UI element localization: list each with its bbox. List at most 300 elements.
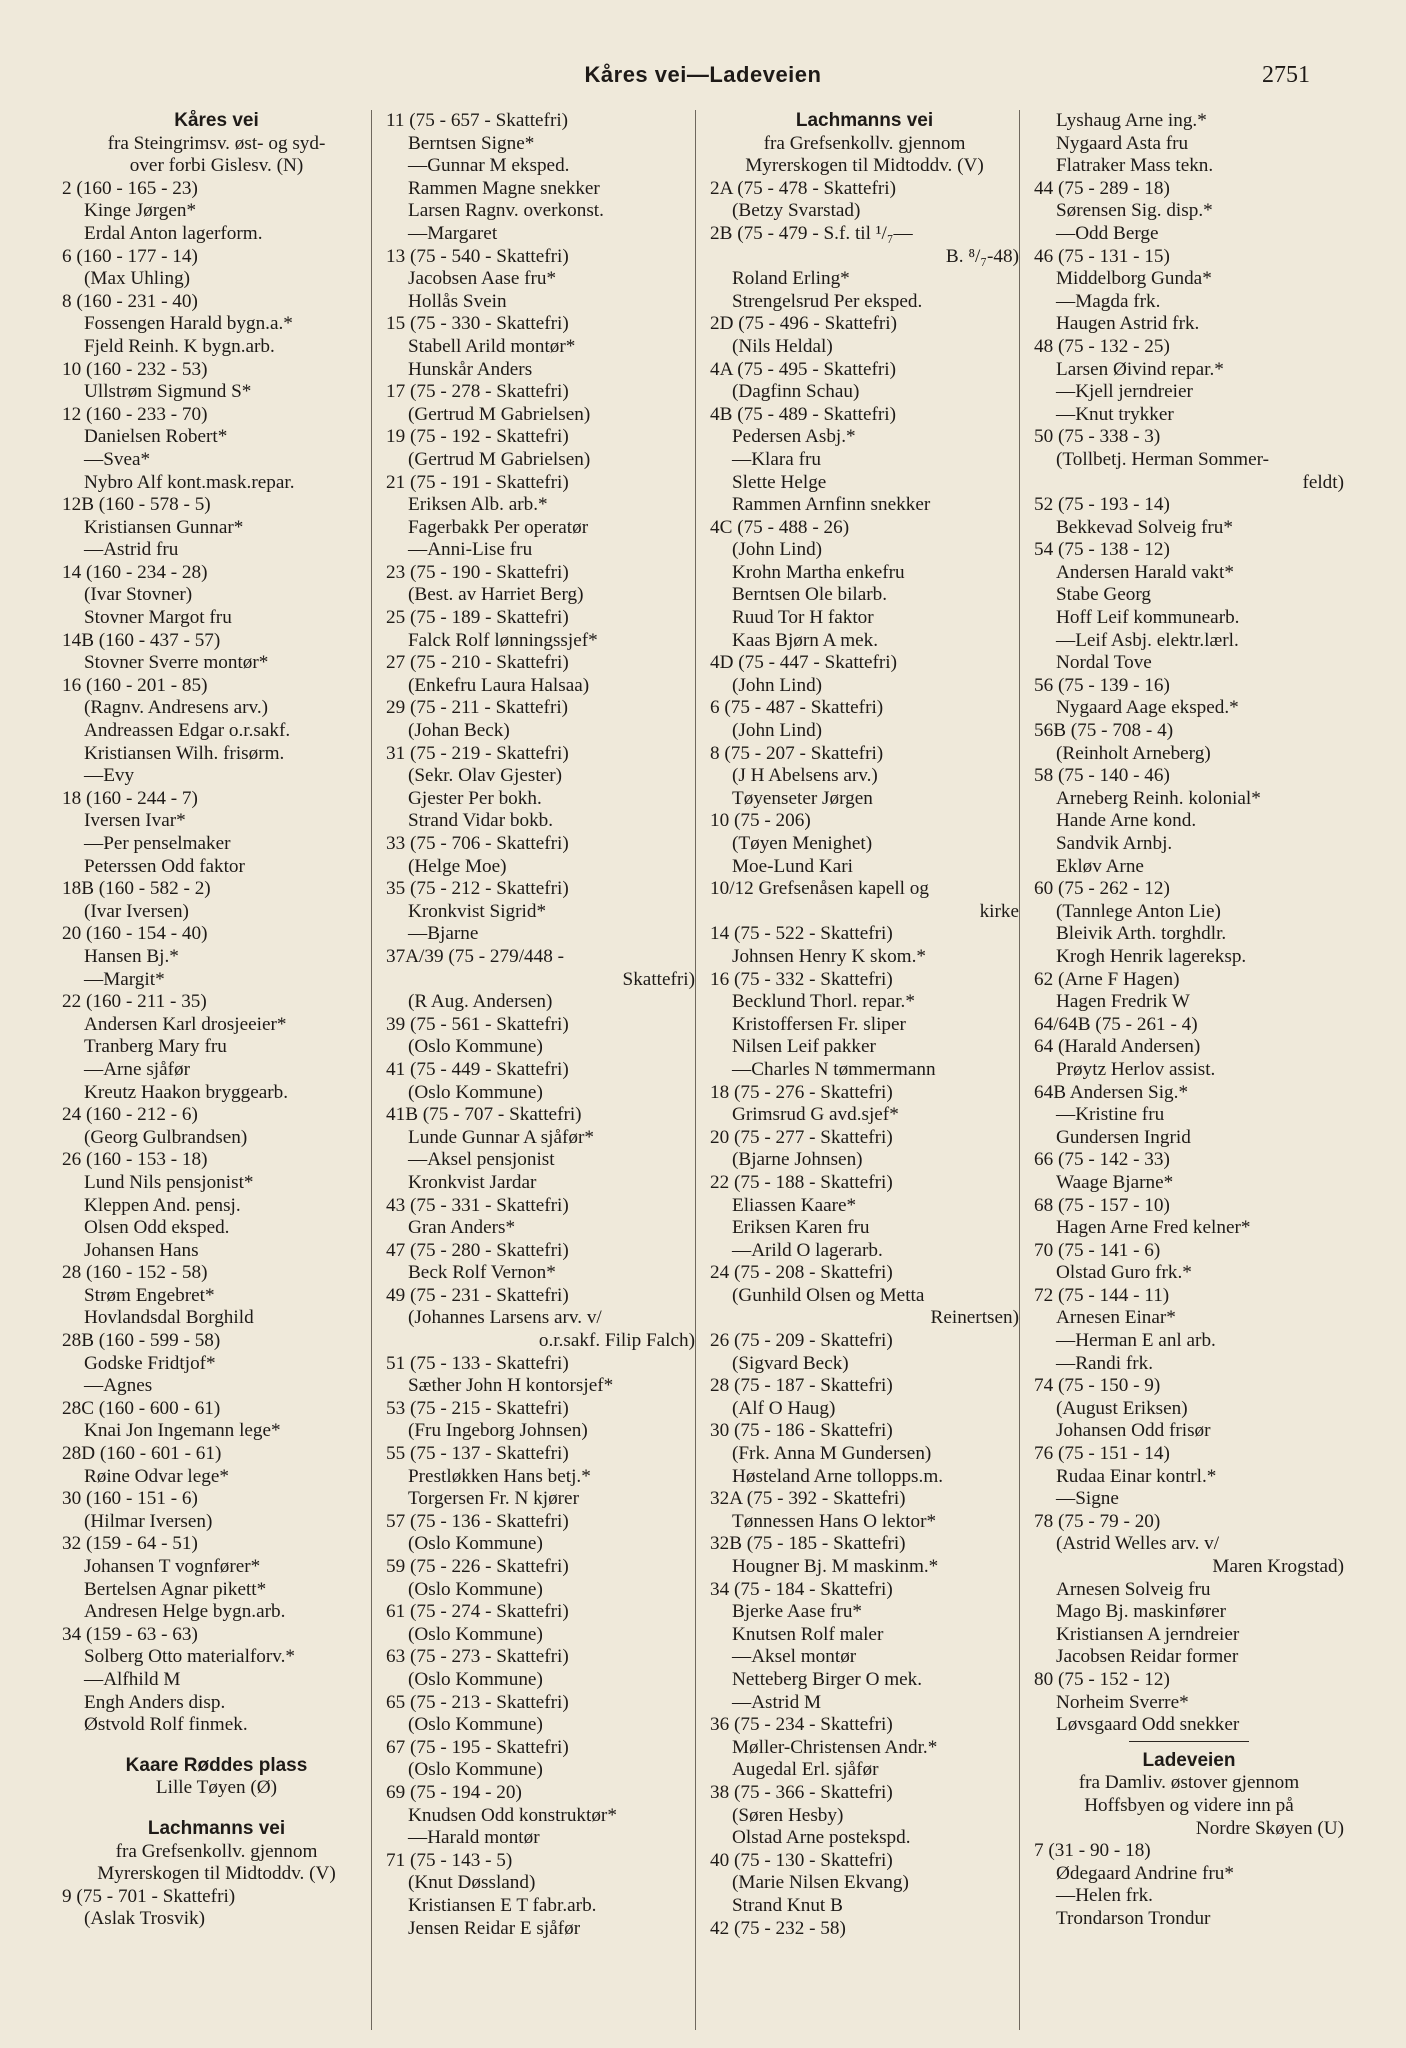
- directory-line: 74 (75 - 150 - 9): [1034, 1375, 1161, 1397]
- directory-line: Arnesen Solveig fru: [1056, 1578, 1211, 1600]
- directory-line: Bjerke Aase fru*: [732, 1601, 863, 1623]
- directory-line: Engh Anders disp.: [84, 1691, 226, 1713]
- directory-line: Roland Erling*: [732, 268, 850, 290]
- directory-line: Ruud Tor H faktor: [732, 607, 874, 629]
- directory-line: Lund Nils pensjonist*: [84, 1171, 254, 1193]
- directory-line: (Knut Døssland): [408, 1872, 536, 1894]
- directory-line: Waage Bjarne*: [1056, 1171, 1174, 1193]
- directory-line: Augedal Erl. sjåfør: [732, 1759, 879, 1781]
- directory-line: (Ragnv. Andresens arv.): [84, 697, 269, 719]
- directory-line: Johansen Odd frisør: [1056, 1420, 1211, 1442]
- directory-line: 34 (75 - 184 - Skattefri): [710, 1578, 893, 1600]
- directory-line: 23 (75 - 190 - Skattefri): [386, 561, 569, 583]
- directory-line: (Gertrud M Gabrielsen): [408, 403, 591, 425]
- directory-line: 30 (160 - 151 - 6): [62, 1488, 198, 1510]
- directory-line: Trondarson Trondur: [1056, 1907, 1211, 1929]
- directory-line: 32 (159 - 64 - 51): [62, 1533, 198, 1555]
- directory-line: 4A (75 - 495 - Skattefri): [710, 358, 896, 380]
- directory-line: 8 (75 - 207 - Skattefri): [710, 742, 884, 764]
- directory-line: 47 (75 - 280 - Skattefri): [386, 1239, 569, 1261]
- directory-line: Sørensen Sig. disp.*: [1056, 200, 1213, 222]
- directory-line: Flatraker Mass tekn.: [1056, 155, 1214, 177]
- directory-line: Ødegaard Andrine fru*: [1056, 1862, 1234, 1884]
- directory-line: —Arne sjåfør: [84, 1058, 191, 1080]
- directory-line: Skattefri): [622, 968, 695, 990]
- directory-line: 34 (159 - 63 - 63): [62, 1623, 198, 1645]
- directory-line: Kristiansen Wilh. frisørm.: [84, 742, 285, 764]
- directory-line: Østvold Rolf finmek.: [84, 1714, 248, 1736]
- directory-line: Kristiansen E T fabr.arb.: [408, 1894, 597, 1916]
- directory-columns: [62, 110, 1352, 2030]
- directory-line: 30 (75 - 186 - Skattefri): [710, 1420, 893, 1442]
- directory-line: Gjester Per bokh.: [408, 787, 542, 809]
- directory-line: Stovner Sverre montør*: [84, 652, 269, 674]
- directory-line: 14 (160 - 234 - 28): [62, 561, 208, 583]
- directory-line: Ekløv Arne: [1056, 855, 1144, 877]
- directory-line: 18 (75 - 276 - Skattefri): [710, 1081, 893, 1103]
- directory-line: Tranberg Mary fru: [84, 1036, 227, 1058]
- directory-line: Arneberg Reinh. kolonial*: [1056, 787, 1261, 809]
- directory-line: Lille Tøyen (Ø): [155, 1777, 278, 1799]
- directory-line: 13 (75 - 540 - Skattefri): [386, 245, 569, 267]
- directory-line: Olsen Odd eksped.: [84, 1217, 230, 1239]
- directory-line: 12 (160 - 233 - 70): [62, 403, 208, 425]
- directory-line: Nybro Alf kont.mask.repar.: [84, 471, 295, 493]
- directory-line: Kleppen And. pensj.: [84, 1194, 241, 1216]
- directory-line: Hande Arne kond.: [1056, 810, 1197, 832]
- directory-line: (Tollbetj. Herman Sommer-: [1056, 448, 1270, 470]
- directory-line: Sæther John H kontorsjef*: [408, 1375, 614, 1397]
- directory-line: Hoffsbyen og videre inn på: [1084, 1794, 1294, 1816]
- directory-line: (R Aug. Andersen): [408, 991, 553, 1013]
- directory-line: 48 (75 - 132 - 25): [1034, 335, 1170, 357]
- directory-line: Stovner Margot fru: [84, 607, 232, 629]
- directory-line: 17 (75 - 278 - Skattefri): [386, 381, 569, 403]
- directory-line: Kaas Bjørn A mek.: [732, 629, 879, 651]
- directory-line: 56 (75 - 139 - 16): [1034, 674, 1170, 696]
- directory-line: Peterssen Odd faktor: [84, 855, 245, 877]
- directory-line: 21 (75 - 191 - Skattefri): [386, 471, 569, 493]
- directory-line: (Georg Gulbrandsen): [84, 1126, 248, 1148]
- directory-line: —Klara fru: [732, 448, 821, 470]
- directory-line: Løvsgaard Odd snekker: [1056, 1714, 1240, 1736]
- directory-line: 4C (75 - 488 - 26): [710, 516, 850, 538]
- directory-line: 16 (160 - 201 - 85): [62, 674, 208, 696]
- directory-line: (Dagfinn Schau): [732, 381, 860, 403]
- directory-line: Falck Rolf lønningssjef*: [408, 629, 598, 651]
- directory-line: Larsen Ragnv. overkonst.: [408, 200, 604, 222]
- directory-line: 27 (75 - 210 - Skattefri): [386, 652, 569, 674]
- directory-line: 4B (75 - 489 - Skattefri): [710, 403, 896, 425]
- directory-line: 68 (75 - 157 - 10): [1034, 1194, 1170, 1216]
- directory-line: 64B Andersen Sig.*: [1034, 1081, 1189, 1103]
- directory-line: (Helge Moe): [408, 855, 507, 877]
- directory-line: —Evy: [84, 765, 135, 787]
- directory-line: 51 (75 - 133 - Skattefri): [386, 1352, 569, 1374]
- directory-line: fra Steingrimsv. øst- og syd-: [107, 132, 326, 154]
- directory-line: 28D (160 - 601 - 61): [62, 1443, 222, 1465]
- directory-line: Kronkvist Jardar: [408, 1171, 537, 1193]
- directory-line: —Gunnar M eksped.: [408, 155, 570, 177]
- directory-line: 28B (160 - 599 - 58): [62, 1330, 221, 1352]
- directory-line: Johansen Hans: [84, 1239, 199, 1261]
- directory-line: Hougner Bj. M maskinm.*: [732, 1556, 939, 1577]
- directory-line: (Tøyen Menighet): [732, 833, 873, 854]
- directory-line: (Hilmar Iversen): [84, 1510, 213, 1532]
- directory-line: 12B (160 - 578 - 5): [62, 494, 211, 516]
- directory-line: 72 (75 - 144 - 11): [1034, 1284, 1170, 1306]
- directory-line: 80 (75 - 152 - 12): [1034, 1668, 1170, 1690]
- directory-line: (Nils Heldal): [732, 335, 833, 357]
- directory-line: (Marie Nilsen Ekvang): [732, 1872, 909, 1894]
- directory-line: 64/64B (75 - 261 - 4): [1034, 1013, 1198, 1035]
- directory-line: Kristoffersen Fr. sliper: [732, 1013, 906, 1035]
- directory-line: (Enkefru Laura Halsaa): [408, 674, 590, 696]
- directory-line: —Arild O lagerarb.: [732, 1239, 883, 1261]
- directory-line: Bleivik Arth. torghdlr.: [1056, 923, 1227, 945]
- directory-line: Strand Vidar bokb.: [408, 810, 554, 832]
- directory-line: B. ⁸/₇-48): [945, 245, 1019, 267]
- directory-line: Fagerbakk Per operatør: [408, 516, 589, 538]
- directory-line: Andresen Helge bygn.arb.: [84, 1601, 286, 1623]
- directory-line: 52 (75 - 193 - 14): [1034, 494, 1170, 516]
- directory-line: (Reinholt Arneberg): [1056, 742, 1211, 764]
- directory-line: Maren Krogstad): [1212, 1556, 1344, 1577]
- directory-line: 43 (75 - 331 - Skattefri): [386, 1194, 569, 1216]
- directory-line: Kristiansen A jerndreier: [1056, 1623, 1240, 1645]
- directory-line: Strand Knut B: [732, 1894, 843, 1916]
- directory-line: 32B (75 - 185 - Skattefri): [710, 1533, 906, 1555]
- directory-line: (John Lind): [732, 720, 823, 742]
- directory-line: Rudaa Einar kontrl.*: [1056, 1465, 1217, 1487]
- column-2: [386, 110, 696, 2030]
- directory-line: 22 (160 - 211 - 35): [62, 991, 207, 1013]
- directory-line: Stabell Arild montør*: [408, 335, 576, 357]
- directory-line: Slette Helge: [732, 471, 827, 493]
- directory-line: 10/12 Grefsenåsen kapell og: [710, 878, 929, 900]
- directory-line: Haugen Astrid frk.: [1056, 313, 1200, 335]
- directory-line: 2A (75 - 478 - Skattefri): [710, 177, 896, 199]
- directory-line: 36 (75 - 234 - Skattefri): [710, 1714, 893, 1736]
- column-3: [710, 110, 1020, 2030]
- directory-line: Grimsrud G avd.sjef*: [732, 1104, 899, 1126]
- directory-line: 69 (75 - 194 - 20): [386, 1781, 522, 1803]
- directory-line: Solberg Otto materialforv.*: [84, 1646, 296, 1668]
- directory-line: (Oslo Kommune): [408, 1668, 543, 1690]
- directory-line: Rammen Arnfinn snekker: [732, 494, 931, 516]
- directory-line: (Oslo Kommune): [408, 1759, 543, 1781]
- column-1: [62, 110, 372, 2030]
- directory-line: 49 (75 - 231 - Skattefri): [386, 1284, 569, 1306]
- directory-line: Ullstrøm Sigmund S*: [84, 381, 252, 403]
- page-number: 2751: [1262, 62, 1310, 88]
- directory-line: Hoff Leif kommunearb.: [1056, 607, 1240, 629]
- directory-line: —Odd Berge: [1056, 222, 1159, 244]
- directory-line: (Johan Beck): [408, 720, 510, 742]
- directory-line: Nordre Skøyen (U): [1195, 1817, 1344, 1839]
- directory-line: Andersen Karl drosjeeier*: [84, 1013, 287, 1035]
- directory-line: Hunskår Anders: [408, 358, 533, 380]
- section-divider: [1129, 1741, 1249, 1742]
- directory-line: o.r.sakf. Filip Falch): [538, 1330, 695, 1352]
- directory-line: 19 (75 - 192 - Skattefri): [386, 426, 569, 448]
- directory-line: over forbi Gislesv. (N): [129, 155, 304, 177]
- directory-line: 59 (75 - 226 - Skattefri): [386, 1556, 569, 1577]
- directory-line: (Tannlege Anton Lie): [1056, 900, 1221, 922]
- directory-line: Kristiansen Gunnar*: [84, 516, 244, 538]
- directory-line: 64 (Harald Andersen): [1034, 1036, 1201, 1058]
- directory-line: Danielsen Robert*: [84, 426, 228, 448]
- directory-line: 18B (160 - 582 - 2): [62, 878, 211, 900]
- directory-line: 58 (75 - 140 - 46): [1034, 765, 1170, 787]
- directory-line: Strøm Engebret*: [84, 1284, 215, 1306]
- directory-line: 25 (75 - 189 - Skattefri): [386, 607, 569, 629]
- directory-line: (Oslo Kommune): [408, 1714, 543, 1736]
- directory-line: 76 (75 - 151 - 14): [1034, 1443, 1170, 1465]
- directory-line: Nilsen Leif pakker: [732, 1036, 876, 1058]
- directory-line: 71 (75 - 143 - 5): [386, 1849, 513, 1871]
- directory-line: (Alf O Haug): [732, 1397, 836, 1419]
- directory-line: 50 (75 - 338 - 3): [1034, 426, 1161, 448]
- directory-line: 7 (31 - 90 - 18): [1034, 1840, 1151, 1862]
- directory-line: (Søren Hesby): [732, 1804, 844, 1826]
- directory-line: (Sigvard Beck): [732, 1352, 849, 1374]
- directory-line: Johnsen Henry K skom.*: [732, 945, 926, 967]
- directory-line: Erdal Anton lagerform.: [84, 222, 263, 244]
- directory-line: 2D (75 - 496 - Skattefri): [710, 313, 898, 335]
- directory-line: Hagen Arne Fred kelner*: [1056, 1217, 1251, 1239]
- directory-line: Jacobsen Aase fru*: [408, 268, 557, 290]
- directory-line: 14 (75 - 522 - Skattefri): [710, 923, 893, 945]
- directory-line: Berntsen Signe*: [408, 132, 535, 154]
- directory-line: 60 (75 - 262 - 12): [1034, 878, 1170, 900]
- directory-line: 44 (75 - 289 - 18): [1034, 177, 1170, 199]
- directory-line: 66 (75 - 142 - 33): [1034, 1149, 1170, 1171]
- directory-line: —Bjarne: [408, 923, 479, 945]
- directory-line: fra Grefsenkollv. gjennom: [763, 132, 966, 154]
- directory-line: 31 (75 - 219 - Skattefri): [386, 742, 569, 764]
- directory-line: 10 (160 - 232 - 53): [62, 358, 208, 380]
- directory-line: 70 (75 - 141 - 6): [1034, 1239, 1161, 1261]
- directory-line: 26 (75 - 209 - Skattefri): [710, 1330, 893, 1352]
- directory-line: 2B (75 - 479 - S.f. til ¹/₇—: [710, 222, 913, 244]
- directory-line: 57 (75 - 136 - Skattefri): [386, 1510, 569, 1532]
- directory-line: Hollås Svein: [408, 290, 507, 312]
- directory-line: Kronkvist Sigrid*: [408, 900, 547, 922]
- directory-line: Myrerskogen til Midtoddv. (V): [97, 1863, 336, 1885]
- directory-line: 29 (75 - 211 - Skattefri): [386, 697, 569, 719]
- directory-line: Tøyenseter Jørgen: [732, 787, 873, 809]
- directory-line: Prøytz Herlov assist.: [1056, 1058, 1216, 1080]
- directory-line: (Bjarne Johnsen): [732, 1149, 863, 1171]
- directory-line: 33 (75 - 706 - Skattefri): [386, 833, 569, 854]
- directory-line: (Astrid Welles arv. v/: [1056, 1533, 1220, 1555]
- directory-line: Godske Fridtjof*: [84, 1352, 216, 1374]
- directory-line: (Johannes Larsens arv. v/: [408, 1307, 602, 1329]
- directory-line: Kreutz Haakon bryggearb.: [84, 1081, 289, 1103]
- directory-line: Gran Anders*: [408, 1217, 516, 1239]
- directory-line: Hagen Fredrik W: [1056, 991, 1190, 1013]
- directory-line: 37A/39 (75 - 279/448 -: [386, 945, 564, 967]
- directory-line: Knutsen Rolf maler: [732, 1623, 884, 1645]
- directory-line: 15 (75 - 330 - Skattefri): [386, 313, 569, 335]
- directory-line: 18 (160 - 244 - 7): [62, 787, 198, 809]
- directory-line: —Aksel pensjonist: [408, 1149, 555, 1171]
- directory-line: —Astrid M: [732, 1691, 822, 1713]
- directory-line: —Helen frk.: [1056, 1885, 1153, 1907]
- directory-line: 56B (75 - 708 - 4): [1034, 720, 1174, 742]
- directory-line: 26 (160 - 153 - 18): [62, 1149, 208, 1171]
- directory-line: 63 (75 - 273 - Skattefri): [386, 1646, 569, 1668]
- directory-line: Andreassen Edgar o.r.sakf.: [84, 720, 291, 742]
- directory-line: Reinertsen): [930, 1307, 1019, 1329]
- directory-line: 62 (Arne F Hagen): [1034, 968, 1180, 990]
- directory-line: fra Grefsenkollv. gjennom: [115, 1840, 318, 1862]
- directory-line: Knudsen Odd konstruktør*: [408, 1804, 617, 1826]
- directory-line: Hansen Bj.*: [84, 945, 179, 967]
- column-4: [1034, 110, 1344, 2030]
- directory-line: Lyshaug Arne ing.*: [1056, 110, 1207, 131]
- directory-line: 11 (75 - 657 - Skattefri): [386, 110, 569, 131]
- directory-line: —Aksel montør: [732, 1646, 857, 1668]
- street-heading: Kaare Røddes plass: [125, 1754, 308, 1776]
- directory-line: Norheim Sverre*: [1056, 1691, 1189, 1713]
- directory-line: Fjeld Reinh. K bygn.arb.: [84, 335, 275, 357]
- directory-line: (Oslo Kommune): [408, 1623, 543, 1645]
- directory-line: 32A (75 - 392 - Skattefri): [710, 1488, 906, 1510]
- street-heading: Ladeveien: [1142, 1749, 1236, 1771]
- directory-line: —Anni-Lise fru: [408, 539, 533, 561]
- directory-line: 61 (75 - 274 - Skattefri): [386, 1601, 569, 1623]
- directory-line: Iversen Ivar*: [84, 810, 186, 832]
- directory-line: Jensen Reidar E sjåfør: [408, 1917, 581, 1939]
- directory-line: (Best. av Harriet Berg): [408, 584, 584, 606]
- directory-line: Kinge Jørgen*: [84, 200, 197, 222]
- directory-line: Andersen Harald vakt*: [1056, 561, 1234, 583]
- directory-line: (Max Uhling): [84, 268, 191, 290]
- directory-line: Olstad Guro frk.*: [1056, 1262, 1192, 1284]
- directory-line: Johansen T vognfører*: [84, 1556, 261, 1577]
- directory-line: (Ivar Stovner): [84, 584, 193, 606]
- directory-line: Torgersen Fr. N kjører: [408, 1488, 579, 1510]
- directory-line: —Knut trykker: [1056, 403, 1174, 425]
- directory-line: (Sekr. Olav Gjester): [408, 765, 562, 787]
- directory-line: 9 (75 - 701 - Skattefri): [62, 1885, 236, 1907]
- directory-line: —Magda frk.: [1056, 290, 1161, 312]
- directory-line: Myrerskogen til Midtoddv. (V): [745, 155, 984, 177]
- directory-line: Røine Odvar lege*: [84, 1465, 229, 1487]
- directory-line: 2 (160 - 165 - 23): [62, 177, 198, 199]
- directory-line: Becklund Thorl. repar.*: [732, 991, 915, 1013]
- directory-line: 22 (75 - 188 - Skattefri): [710, 1171, 893, 1193]
- directory-line: Eliassen Kaare*: [732, 1194, 857, 1216]
- directory-line: (Oslo Kommune): [408, 1533, 543, 1555]
- directory-line: (Gunhild Olsen og Metta: [732, 1284, 925, 1306]
- directory-line: Eriksen Alb. arb.*: [408, 494, 548, 516]
- directory-line: (Oslo Kommune): [408, 1578, 543, 1600]
- directory-line: Berntsen Ole bilarb.: [732, 584, 888, 606]
- directory-line: 53 (75 - 215 - Skattefri): [386, 1397, 569, 1419]
- directory-line: —Kjell jerndreier: [1056, 381, 1193, 403]
- directory-line: Prestløkken Hans betj.*: [408, 1465, 591, 1487]
- directory-line: 28C (160 - 600 - 61): [62, 1397, 221, 1419]
- directory-line: Nygaard Aage eksped.*: [1056, 697, 1239, 719]
- directory-line: Lunde Gunnar A sjåfør*: [408, 1126, 594, 1148]
- street-heading: Kåres vei: [174, 110, 259, 131]
- directory-line: 20 (75 - 277 - Skattefri): [710, 1126, 893, 1148]
- directory-line: 4D (75 - 447 - Skattefri): [710, 652, 898, 674]
- directory-line: 16 (75 - 332 - Skattefri): [710, 968, 893, 990]
- directory-line: (Aslak Trosvik): [84, 1908, 206, 1930]
- directory-line: 35 (75 - 212 - Skattefri): [386, 878, 569, 900]
- directory-line: Tønnessen Hans O lektor*: [732, 1510, 937, 1532]
- directory-line: —Astrid fru: [84, 539, 179, 561]
- directory-line: —Margaret: [408, 222, 498, 244]
- directory-line: Møller-Christensen Andr.*: [732, 1736, 938, 1758]
- directory-line: 8 (160 - 231 - 40): [62, 290, 198, 312]
- directory-line: 42 (75 - 232 - 58): [710, 1917, 846, 1939]
- directory-line: (Oslo Kommune): [408, 1036, 543, 1058]
- street-heading: Lachmanns vei: [147, 1817, 286, 1839]
- directory-line: Nordal Tove: [1056, 652, 1152, 674]
- directory-line: Pedersen Asbj.*: [732, 426, 856, 448]
- street-heading: Lachmanns vei: [795, 110, 934, 131]
- directory-line: Eriksen Karen fru: [732, 1217, 870, 1239]
- directory-line: Olstad Arne postekspd.: [732, 1827, 911, 1849]
- directory-line: Sandvik Arnbj.: [1056, 833, 1173, 854]
- directory-line: Netteberg Birger O mek.: [732, 1668, 923, 1690]
- directory-line: kirke: [979, 900, 1019, 922]
- directory-line: (J H Abelsens arv.): [732, 765, 878, 787]
- directory-line: 28 (160 - 152 - 58): [62, 1262, 208, 1284]
- directory-line: (Oslo Kommune): [408, 1081, 543, 1103]
- directory-line: —Charles N tømmermann: [732, 1058, 936, 1080]
- directory-line: Bertelsen Agnar pikett*: [84, 1578, 267, 1600]
- directory-line: feldt): [1302, 471, 1344, 493]
- directory-line: 67 (75 - 195 - Skattefri): [386, 1736, 569, 1758]
- directory-line: —Signe: [1056, 1488, 1119, 1510]
- directory-line: —Per penselmaker: [84, 833, 231, 854]
- directory-line: Fossengen Harald bygn.a.*: [84, 313, 293, 335]
- directory-line: —Leif Asbj. elektr.lærl.: [1056, 629, 1239, 651]
- directory-line: Beck Rolf Vernon*: [408, 1262, 556, 1284]
- directory-line: —Svea*: [84, 448, 151, 470]
- directory-line: (Fru Ingeborg Johnsen): [408, 1420, 588, 1442]
- directory-line: (John Lind): [732, 539, 823, 561]
- directory-line: 40 (75 - 130 - Skattefri): [710, 1849, 893, 1871]
- directory-line: Middelborg Gunda*: [1056, 268, 1212, 290]
- directory-line: 54 (75 - 138 - 12): [1034, 539, 1170, 561]
- directory-line: —Agnes: [84, 1375, 153, 1397]
- directory-line: Stabe Georg: [1056, 584, 1152, 606]
- directory-line: —Randi frk.: [1056, 1352, 1153, 1374]
- directory-line: Rammen Magne snekker: [408, 177, 600, 199]
- directory-line: —Margit*: [84, 968, 165, 990]
- directory-line: 41B (75 - 707 - Skattefri): [386, 1104, 582, 1126]
- directory-line: (Ivar Iversen): [84, 900, 189, 922]
- directory-line: 6 (160 - 177 - 14): [62, 245, 198, 267]
- directory-line: 65 (75 - 213 - Skattefri): [386, 1691, 569, 1713]
- directory-line: Mago Bj. maskinfører: [1056, 1601, 1226, 1623]
- directory-line: 39 (75 - 561 - Skattefri): [386, 1013, 569, 1035]
- directory-line: Nygaard Asta fru: [1056, 132, 1189, 154]
- directory-line: 24 (160 - 212 - 6): [62, 1104, 198, 1126]
- directory-line: 55 (75 - 137 - Skattefri): [386, 1443, 569, 1465]
- directory-line: Høsteland Arne tollopps.m.: [732, 1465, 944, 1487]
- directory-line: (Gertrud M Gabrielsen): [408, 448, 591, 470]
- running-title: Kåres vei—Ladeveien: [584, 62, 822, 87]
- directory-line: 6 (75 - 487 - Skattefri): [710, 697, 884, 719]
